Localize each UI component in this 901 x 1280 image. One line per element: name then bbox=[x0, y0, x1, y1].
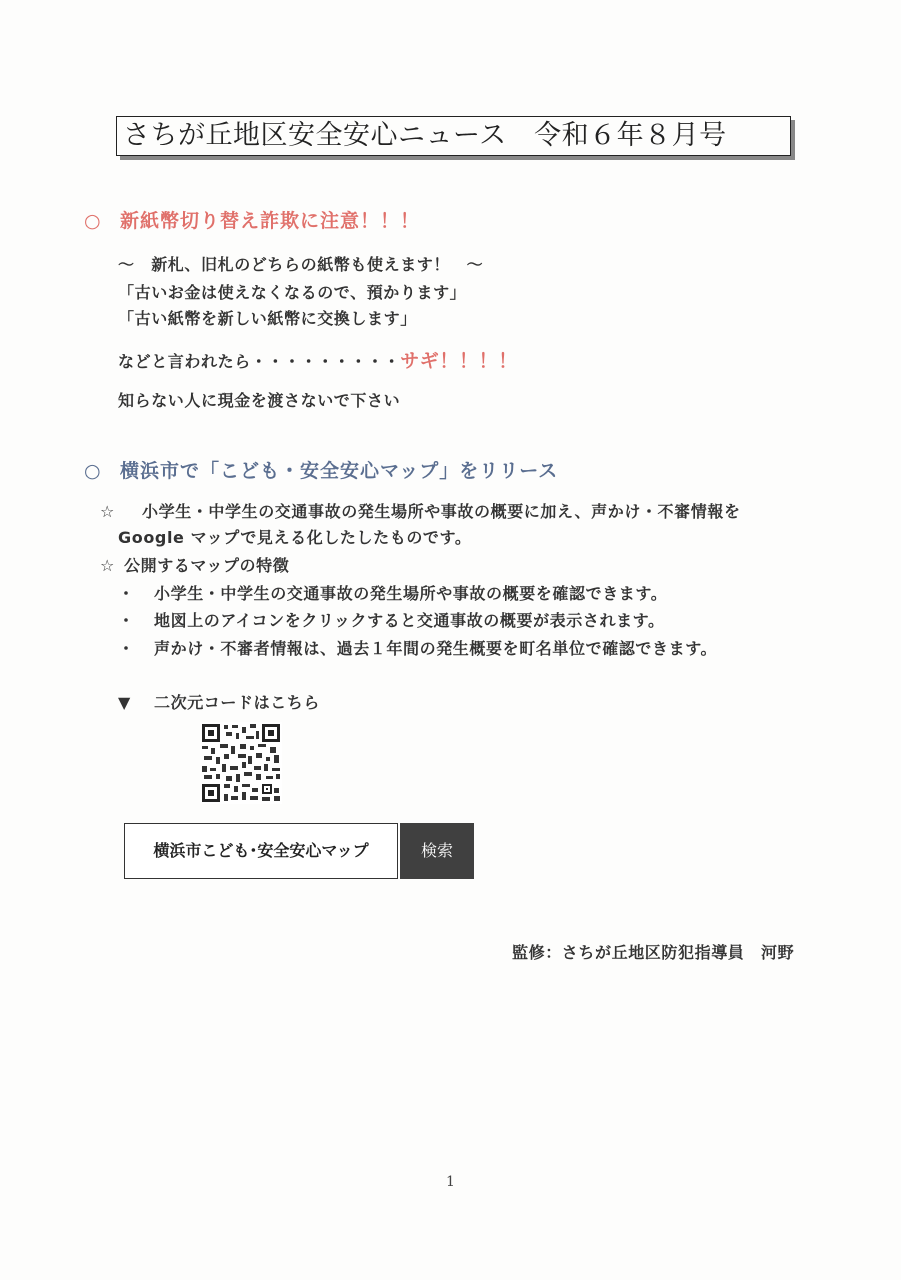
search-input[interactable]: 横浜市こども･安全安心マップ bbox=[124, 823, 398, 879]
qr-code-icon[interactable] bbox=[200, 722, 282, 804]
warning-emphasis: サギ！！！！ bbox=[400, 350, 518, 372]
feature-item: ・ 声かけ・不審者情報は、過去１年間の発生概要を町名単位で確認できます。 bbox=[118, 636, 717, 659]
section2-intro-line-1: ☆ 小学生・中学生の交通事故の発生場所や事故の概要に加え、声かけ・不審情報を bbox=[100, 502, 741, 521]
triangle-down-icon: ▼ bbox=[118, 693, 131, 712]
section1-tagline: ～ 新札、旧札のどちらの紙幣も使えます！ ～ bbox=[118, 255, 484, 274]
warning-prefix: などと言われたら・・・・・・・・・ bbox=[118, 352, 401, 371]
qr-label: ▼ 二次元コードはこちら bbox=[118, 693, 321, 712]
section2-heading-text: 横浜市で「こども・安全安心マップ」をリリース bbox=[120, 460, 559, 482]
supervisor-credit: 監修：さちが丘地区防犯指導員 河野 bbox=[512, 943, 795, 962]
page-title: さちが丘地区安全安心ニュース 令和６年８月号 bbox=[116, 116, 791, 156]
bullet-icon: ・ bbox=[118, 639, 135, 658]
section1-heading-text: 新紙幣切り替え詐欺に注意！！！ bbox=[120, 210, 421, 232]
section2-features-title: ☆ 公開するマップの特徴 bbox=[100, 556, 290, 575]
section1-heading bbox=[84, 206, 420, 233]
feature-item: ・ 小学生・中学生の交通事故の発生場所や事故の概要を確認できます。 bbox=[118, 581, 667, 604]
star-icon: ☆ bbox=[100, 556, 115, 575]
section1-quote-1: 「古いお金は使えなくなるので、預かります」 bbox=[118, 283, 467, 302]
bullet-icon: ・ bbox=[118, 584, 135, 603]
section1-quote-2: 「古い紙幣を新しい紙幣に交換します」 bbox=[118, 309, 417, 328]
feature-item: ・ 地図上のアイコンをクリックすると交通事故の概要が表示されます。 bbox=[118, 608, 665, 631]
star-icon: ☆ bbox=[100, 502, 115, 521]
bullet-icon: ・ bbox=[118, 611, 135, 630]
section1-warning bbox=[118, 346, 518, 373]
circle-marker-icon: ○ bbox=[84, 210, 102, 232]
page-number: 1 bbox=[446, 1174, 455, 1190]
section2-heading bbox=[84, 456, 558, 483]
section1-advice: 知らない人に現金を渡さないで下さい bbox=[118, 391, 401, 410]
search-button[interactable]: 検索 bbox=[400, 823, 474, 879]
section2-intro-line-2: Google マップで見える化したしたものです。 bbox=[118, 528, 472, 547]
circle-marker-icon: ○ bbox=[84, 460, 102, 482]
